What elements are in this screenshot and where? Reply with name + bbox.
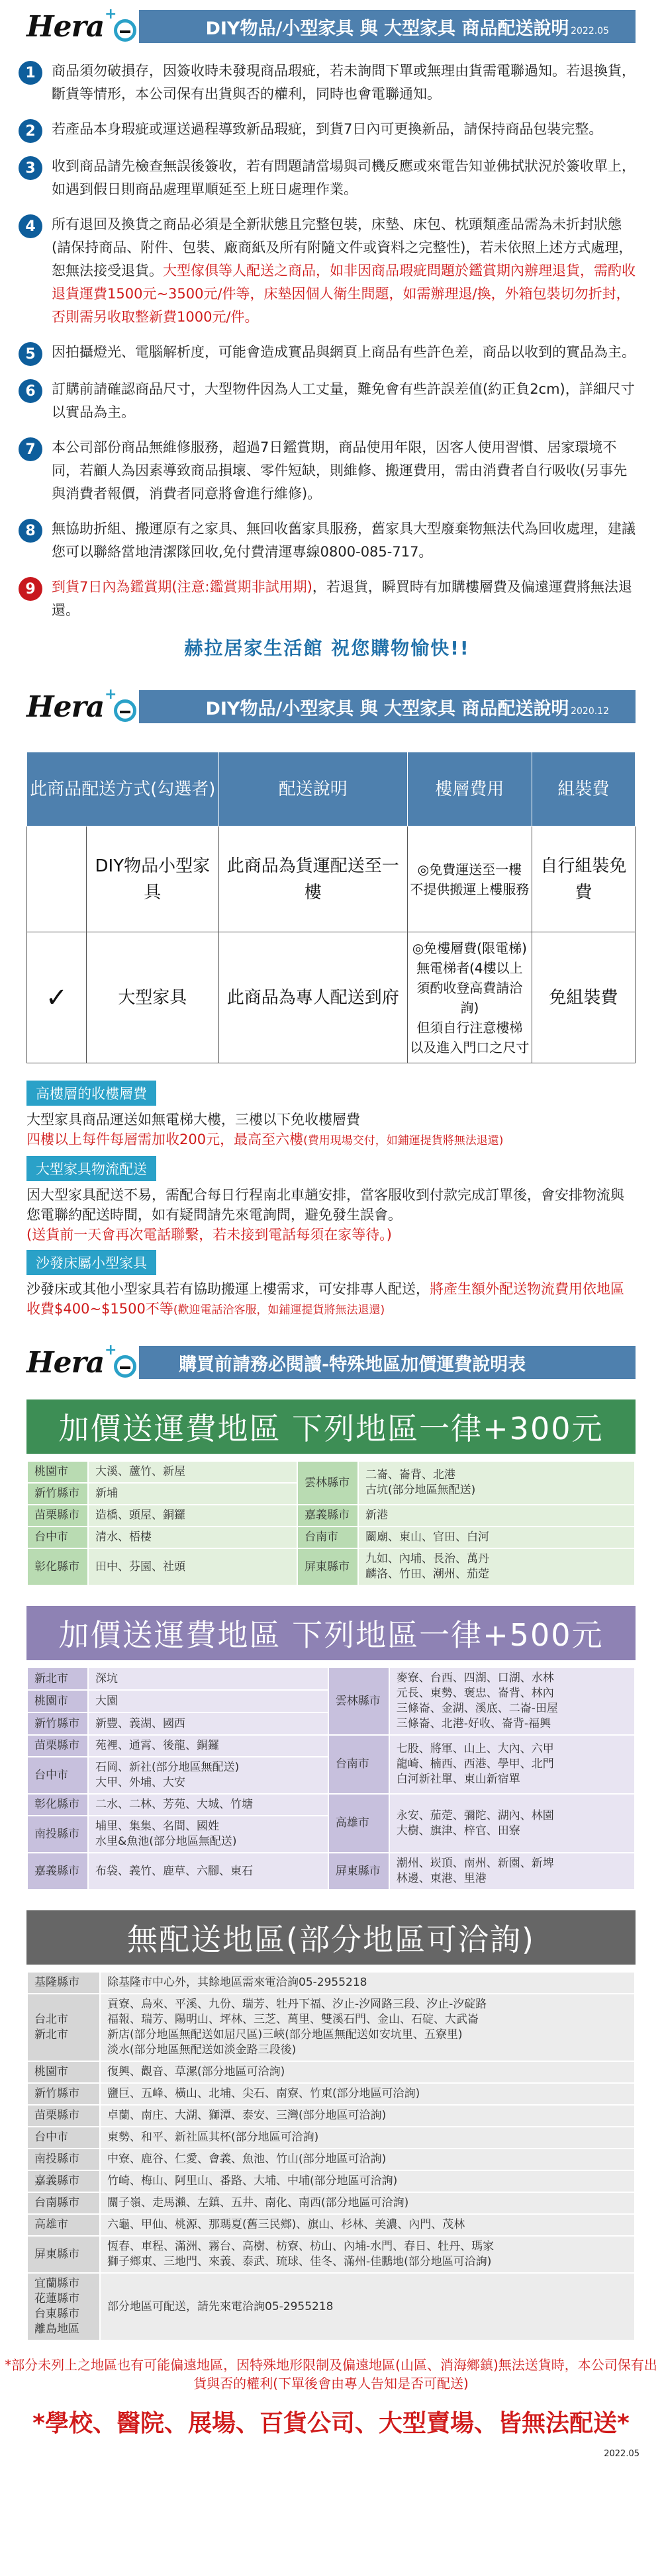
floor-fee: ◎免樓層費(限電梯) 無電梯者(4樓以上 須酌收登高費請洽詢) 但須自行注意樓梯 以及進入門口之尺寸 — [407, 932, 532, 1063]
header-assembly: 組裝費 — [532, 752, 635, 826]
info-tag: 高樓層的收樓層費 — [26, 1081, 156, 1106]
region-key: 新竹縣市 — [27, 2083, 100, 2105]
region-value: 除基隆市中心外，其餘地區需來電洽詢05-2955218 — [100, 1972, 635, 1994]
region-key: 南投縣市 — [27, 2149, 100, 2170]
note-number: 6 — [19, 379, 42, 403]
region-key: 苗栗縣市 — [27, 1735, 88, 1757]
region-value: 七股、將軍、山上、大內、六甲 龍崎、楠西、西港、學甲、北門 白河新社單、東山新宿單 — [389, 1735, 635, 1794]
table-row — [27, 2061, 635, 2083]
logo-circle-icon — [114, 699, 136, 722]
table-row — [27, 2127, 635, 2149]
table-row — [27, 2273, 635, 2340]
footer-warning: *學校、醫院、展場、百貨公司、大型賣場、皆無法配送* — [32, 2410, 630, 2437]
table-row — [27, 826, 636, 932]
note-item — [19, 213, 636, 329]
region-key: 台中市 — [27, 2127, 100, 2149]
region-key: 雲林縣市 — [328, 1667, 389, 1735]
info-text — [26, 1279, 636, 1320]
region-key: 嘉義縣市 — [27, 2170, 100, 2192]
region-key: 桃園市 — [27, 2061, 100, 2083]
region-key: 台南市 — [328, 1735, 389, 1794]
region-value: 卓蘭、南庄、大湖、獅潭、泰安、三灣(部分地區可洽詢) — [100, 2105, 635, 2127]
region-key: 新竹縣市 — [27, 1712, 88, 1735]
notes-list — [0, 53, 662, 660]
region-value: 恆春、車程、滿洲、霧台、高樹、枋寮、枋山、內埔-水門、春日、牡丹、瑪家 獅子鄉東、三地門、來義、泰武、琉球、佳冬、滿州-佳鵬地(部分地區可洽詢) — [100, 2236, 635, 2273]
note-text: 無協助折組、搬運原有之家具、無回收舊家具服務，舊家具大型廢棄物無法代為回收處理，建議您可以聯絡當地清潔隊回收,免付費清運專線0800-085-717。 — [52, 521, 636, 560]
region-key: 雲林縣市 — [297, 1461, 358, 1505]
table-row — [27, 2214, 635, 2236]
info-line-small: (歡迎電話洽客服，如鋪運提貨將無法退還) — [173, 1304, 385, 1317]
table-row — [27, 1548, 635, 1585]
table-row — [27, 1667, 635, 1690]
region-key: 嘉義縣市 — [27, 1853, 88, 1890]
region-value: 竹崎、梅山、阿里山、番路、大埔、中埔(部分地區可洽詢) — [100, 2170, 635, 2192]
table-row — [27, 1505, 635, 1527]
zone-none-title: 無配送地區(部分地區可洽詢) — [26, 1910, 636, 1965]
table-row — [27, 2192, 635, 2214]
assembly-fee: 免組裝費 — [532, 932, 635, 1063]
info-line-red: 將產生額外配送物流費用依地區收費$400~$1500不等 — [26, 1281, 624, 1317]
note-item — [19, 517, 636, 564]
table-row — [27, 1527, 635, 1548]
region-key: 苗栗縣市 — [27, 2105, 100, 2127]
region-key: 新竹縣市 — [27, 1483, 88, 1505]
header-1-title: DIY物品/小型家具 與 大型家具 商品配送說明 — [205, 18, 569, 39]
region-value: 田中、芬園、社頭 — [88, 1548, 297, 1585]
brand-logo — [26, 1339, 139, 1386]
table-row — [27, 2236, 635, 2273]
zone-500-title: 加價送運費地區 下列地區一律+500元 — [26, 1606, 636, 1660]
region-key: 基隆縣市 — [27, 1972, 100, 1994]
region-value: 部分地區可配送，請先來電洽詢05-2955218 — [100, 2273, 635, 2340]
region-key: 宜蘭縣市 花蓮縣市 台東縣市 離島地區 — [27, 2273, 100, 2340]
region-value: 麥寮、台西、四湖、口湖、水林 元長、東勢、褒忠、崙背、林內 三條崙、金湖、溪底、二崙-田屋 三條崙、北港-好收、崙背-福興 — [389, 1667, 635, 1735]
note-item — [19, 60, 636, 106]
zone-300-title: 加價送運費地區 下列地區一律+300元 — [26, 1399, 636, 1454]
info-line: 大型家具商品運送如無電梯大樓，三樓以下免收樓層費 — [26, 1112, 360, 1128]
info-line-small: (費用現場交付，如鋪運提貨將無法退還) — [303, 1134, 504, 1147]
header-desc: 配送說明 — [218, 752, 407, 826]
region-key: 高雄市 — [328, 1794, 389, 1853]
table-row — [27, 2149, 635, 2170]
note-text: 因拍攝燈光、電腦解析度，可能會造成實品與網頁上商品有些許色差，商品以收到的實品為主。 — [52, 344, 636, 360]
note-text: 本公司部份商品無維修服務，超過7日鑑賞期，商品使用年限，因客人使用習慣、居家環境不同，若顧人為因素導致商品損壞、零件短缺，則維修、搬運費用，需由消費者自行吸收(另事先與消費者報價，消費者同意將會進行維修)。 — [52, 439, 628, 502]
table-row — [27, 1853, 635, 1890]
note-text: 若產品本身瑕疵或運送過程導致新品瑕疵，到貨7日內可更換新品，請保持商品包裝完整。 — [52, 121, 603, 137]
note-item — [19, 118, 636, 143]
note-item — [19, 576, 636, 622]
region-value: 新豐、義湖、國西 — [88, 1712, 328, 1735]
info-text — [26, 1110, 636, 1151]
delivery-table — [26, 752, 636, 1063]
header-3-title: 購買前請務必閱讀-特殊地區加價運費說明表 — [179, 1354, 526, 1375]
region-value: 潮州、崁頂、南州、新園、新埤 林邊、東港、里港 — [389, 1853, 635, 1890]
note-item — [19, 155, 636, 201]
note-item — [19, 378, 636, 424]
delivery-desc: 此商品為貨運配送至一樓 — [218, 826, 407, 932]
region-value: 貢寮、烏來、平溪、九份、瑞芳、牡丹下福、汐止-汐岡路三段、汐止-汐碇路 福報、瑞芳、陽明山、坪林、三芝、萬里、雙溪石門、金山、石碇、大武崙 新店(部分地區無配送如屈尺區)三峽(部分地區無配送如安坑里、五寮里) 淡水(部分地區無配送如淡金路三段後) — [100, 1994, 635, 2061]
region-key: 桃園市 — [27, 1461, 88, 1483]
footer-version: 2022.05 — [604, 2449, 639, 2459]
zone-300-table — [26, 1460, 636, 1586]
note-number: 8 — [19, 519, 42, 543]
region-key: 台南縣市 — [27, 2192, 100, 2214]
region-key: 台中市 — [27, 1757, 88, 1794]
region-key: 屏東縣市 — [297, 1548, 358, 1585]
note-number: 1 — [19, 61, 42, 85]
header-2-bar — [139, 690, 636, 723]
region-value: 布袋、義竹、鹿草、六腳、東石 — [88, 1853, 328, 1890]
zone-none-table — [26, 1971, 636, 2341]
logo-plus-icon: + — [105, 6, 117, 22]
region-value: 清水、梧棲 — [88, 1527, 297, 1548]
delivery-table-header — [27, 752, 636, 826]
header-2-version: 2020.12 — [571, 706, 609, 717]
table-row — [27, 2105, 635, 2127]
delivery-desc: 此商品為專人配送到府 — [218, 932, 407, 1063]
table-row — [27, 1794, 635, 1816]
region-value: 苑裡、通霄、後龍、銅鑼 — [88, 1735, 328, 1757]
info-line: 因大型家具配送不易，需配合每日行程南北車趟安排，當客服收到付款完成訂單後，會安排物流與您電聯約配送時間，如有疑問請先來電詢問，避免發生誤會。 — [26, 1187, 624, 1223]
region-value: 關子嶺、走馬瀨、左鎮、五井、南化、南西(部分地區可洽詢) — [100, 2192, 635, 2214]
info-line: 沙發床或其他小型家具若有協助搬運上樓需求，可安排專人配送， — [26, 1281, 430, 1297]
region-value: 埔里、集集、名間、國姓 水里&魚池(部分地區無配送) — [88, 1816, 328, 1853]
region-value: 新埔 — [88, 1483, 297, 1505]
region-key: 桃園市 — [27, 1690, 88, 1712]
header-3 — [0, 1336, 662, 1389]
region-value: 復興、觀音、草漯(部分地區可洽詢) — [100, 2061, 635, 2083]
header-1-version: 2022.05 — [571, 26, 609, 36]
note-text-warning: 到貨7日內為鑑賞期(注意:鑑賞期非試用期) — [52, 579, 312, 595]
region-value: 關廟、東山、官田、白河 — [358, 1527, 635, 1548]
info-sections — [0, 1081, 662, 1320]
note-text — [52, 213, 636, 329]
info-line-red: 四樓以上每件每層需加收200元，最高至六樓 — [26, 1132, 304, 1147]
table-row — [27, 1994, 635, 2061]
note-item — [19, 341, 636, 366]
region-value: 二水、二林、芳苑、大城、竹塘 — [88, 1794, 328, 1816]
logo-circle-icon — [114, 19, 136, 42]
info-line-red: (送貨前一天會再次電話聯繫，若未接到電話每須在家等待。) — [26, 1227, 392, 1243]
floor-fee: ◎免費運送至一樓 不提供搬運上樓服務 — [407, 826, 532, 932]
assembly-fee: 自行組裝免費 — [532, 826, 635, 932]
header-method: 此商品配送方式(勾選者) — [27, 752, 219, 826]
region-value: 大溪、蘆竹、新屋 — [88, 1461, 297, 1483]
logo-circle-icon — [114, 1355, 136, 1378]
note-text: 訂購前請確認商品尺寸，大型物件因為人工丈量，難免會有些許誤差值(約正負2cm)，詳細尺寸以實品為主。 — [52, 381, 635, 420]
logo-text: Hera — [26, 9, 105, 44]
info-tag: 大型家具物流配送 — [26, 1156, 156, 1181]
table-row — [27, 1461, 635, 1483]
region-key: 屏東縣市 — [27, 2236, 100, 2273]
region-value: 造橋、頭屋、銅鑼 — [88, 1505, 297, 1527]
table-row — [27, 1735, 635, 1757]
note-number: 3 — [19, 156, 42, 180]
region-value: 六龜、甲仙、桃源、那瑪夏(舊三民鄉)、旗山、杉林、美濃、內門、茂林 — [100, 2214, 635, 2236]
region-key: 嘉義縣市 — [297, 1505, 358, 1527]
note-number: 2 — [19, 119, 42, 143]
check-icon: ✓ — [27, 932, 87, 1063]
note-text-warning: 大型傢俱等人配送之商品，如非因商品瑕疵問題於鑑賞期內辦理退貨，需酌收退貨運費1500元~3500元/件等，床墊因個人衛生問題，如需辦理退/換，外箱包裝切勿折封，否則需另收取整新費1000元/件。 — [52, 263, 636, 325]
logo-text: Hera — [26, 689, 105, 724]
header-3-bar — [139, 1346, 636, 1379]
note-number: 9 — [19, 577, 42, 601]
header-1 — [0, 0, 662, 53]
logo-plus-icon: + — [105, 1342, 117, 1358]
zone-500-table — [26, 1667, 636, 1890]
region-value: 二崙、崙背、北港 古坑(部分地區無配送) — [358, 1461, 635, 1505]
region-key: 台南市 — [297, 1527, 358, 1548]
note-number: 4 — [19, 214, 42, 238]
note-item — [19, 436, 636, 506]
note-text: 商品須勿破損存，因簽收時未發現商品瑕疵，若未詢問下單或無理由貨需電聯過知。若退換貨，斷貨等情形，本公司保有出貨與否的權利，同時也會電聯通知。 — [52, 63, 636, 102]
header-1-bar — [139, 10, 636, 43]
table-row — [27, 1972, 635, 1994]
header-floor-fee: 樓層費用 — [407, 752, 532, 826]
region-value: 東勢、和平、新社區其杯(部分地區可洽詢) — [100, 2127, 635, 2149]
footer-note: *部分未列上之地區也有可能偏遠地區，因特殊地形限制及偏遠地區(山區、消海鄉鎮)無法送貨時，本公司保有出貨與否的權利(下單後會由專人告知是否可配送) — [5, 2357, 657, 2391]
region-key: 屏東縣市 — [328, 1853, 389, 1890]
logo-text: Hera — [26, 1345, 105, 1380]
item-type: DIY物品小型家具 — [87, 826, 219, 932]
region-value: 鹽巨、五峰、橫山、北埔、尖石、南寮、竹東(部分地區可洽詢) — [100, 2083, 635, 2105]
region-value: 九如、內埔、長治、萬丹 麟洛、竹田、潮州、茄萣 — [358, 1548, 635, 1585]
note-number: 5 — [19, 342, 42, 366]
region-value: 石岡、新社(部分地區無配送) 大甲、外埔、大安 — [88, 1757, 328, 1794]
table-row — [27, 2083, 635, 2105]
brand-logo — [26, 684, 139, 730]
region-value: 中寮、鹿谷、仁愛、會義、魚池、竹山(部分地區可洽詢) — [100, 2149, 635, 2170]
brand-logo — [26, 3, 139, 50]
region-key: 南投縣市 — [27, 1816, 88, 1853]
info-text — [26, 1185, 636, 1245]
region-key: 台中市 — [27, 1527, 88, 1548]
blessing-text: 赫拉居家生活館 祝您購物愉快!! — [184, 637, 470, 659]
table-row — [27, 932, 636, 1063]
region-value: 新港 — [358, 1505, 635, 1527]
note-text: 收到商品請先檢查無誤後簽收，若有問題請當場與司機反應或來電告知並佛拭狀況於簽收單上，如遇到假日則商品處理單順延至上班日處理作業。 — [52, 158, 636, 197]
table-row — [27, 2170, 635, 2192]
region-value: 深坑 — [88, 1667, 328, 1690]
region-value: 永安、茄萣、彌陀、湖內、林園 大樹、旗津、梓官、田寮 — [389, 1794, 635, 1853]
item-type: 大型家具 — [87, 932, 219, 1063]
logo-plus-icon: + — [105, 686, 117, 703]
header-2-title: DIY物品/小型家具 與 大型家具 商品配送說明 — [205, 698, 569, 719]
note-text-part: 所有退回及換貨之商品必須是全新狀態且完整包裝，床墊、床包、枕頭類產品需為未折封狀態(請保持商品、附件、包裝、廠商紙及所有附隨文件或資料之完整性)，若未依照上述方式處理，恕無法接受退貨。 — [52, 216, 633, 279]
region-key: 高雄市 — [27, 2214, 100, 2236]
note-number: 7 — [19, 437, 42, 461]
region-key: 新北市 — [27, 1667, 88, 1690]
info-tag: 沙發床屬小型家具 — [26, 1250, 156, 1275]
header-2 — [0, 680, 662, 733]
note-text-part: ，若退貨，瞬買時有加購樓層費及偏遠運費將無法退還。 — [52, 579, 632, 618]
region-value: 大園 — [88, 1690, 328, 1712]
region-key: 彰化縣市 — [27, 1794, 88, 1816]
note-text — [52, 576, 636, 622]
check-icon — [27, 826, 87, 932]
region-key: 苗栗縣市 — [27, 1505, 88, 1527]
region-key: 台北市 新北市 — [27, 1994, 100, 2061]
region-key: 彰化縣市 — [27, 1548, 88, 1585]
